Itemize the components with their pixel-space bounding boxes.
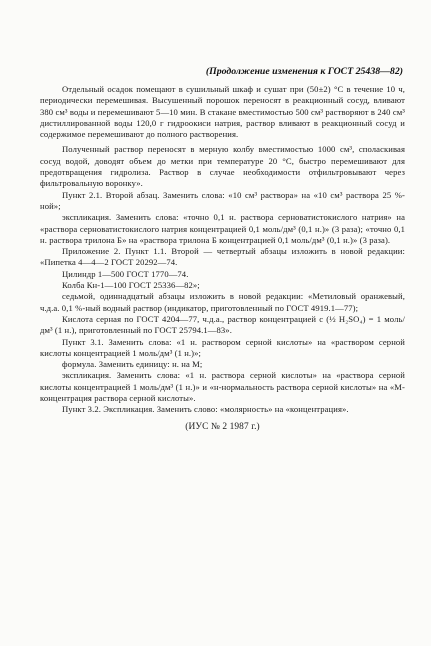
paragraph-13: Пункт 3.2. Экспликация. Заменить слово: «молярность» на «концентрация». (62, 404, 349, 415)
paragraph-6: Цилиндр 1—500 ГОСТ 1770—74. (62, 268, 189, 279)
paragraph-4: экспликация. Заменить слова: «точно 0,1 н. раствора серноватистокислого натрия» на «раствора серноватистокислого натрия концентрацией 0,1 моль/дм³ (0,1 н.)» (3 раза); «точно 0,1 н. раствора трилона Б» на «раствора трилона Б концентрацией 0,1 моль/дм³ (0,1 н.)» (3 раза). (40, 212, 405, 245)
paragraph-8: седьмой, одиннадцатый абзацы изложить в новой редакции: «Метиловый оранжевый, ч.д.а. 0,1 %-ный водный раствор (индикатор, приготовленный по ГОСТ 4919.1—77); (40, 291, 405, 313)
paragraph-12: экспликация. Заменить слова: «1 н. раствора серной кислоты» на «раствора серной кислоты концентрацией 1 моль/дм³ (1 н.)» и «н-нормальность раствора серной кислоты» на «М-концентрация раствора серной кислоты». (40, 370, 405, 404)
paragraph-11: формула. Заменить единицу: н. на М; (62, 359, 203, 370)
paragraph-7: Колба Кн-1—100 ГОСТ 25336—82»; (62, 280, 200, 291)
paragraph-1: Отдельный осадок помещают в сушильный шкаф и сушат при (50±2) °С в течение 10 ч, периодически перемешивая. Высушенный порошок переносят в реакционный сосуд, вливают 380 см³ воды и перемешивают 5—10 мин. В стакане вместимостью 500 см³ растворяют в 240 см³ дистиллированной воды 120,0 г гидроокиси натрия, раствор вливают в реакционный сосуд и содержимое перемешивают до полного растворения. (40, 84, 405, 140)
document-body (40, 84, 405, 433)
paragraph-9: Кислота серная по ГОСТ 4204—77, ч.д.а., раствор концентрацией c (½ H₂SO₄) = 1 моль/дм³ (1 н.), приготовленный по ГОСТ 25794.1—83». (40, 313, 405, 336)
document-footer: (ИУС № 2 1987 г.) (185, 421, 260, 432)
paragraph-5: Приложение 2. Пункт 1.1. Второй — четвертый абзацы изложить в новой редакции: «Пипетка 4—4—2 ГОСТ 20292—74. (40, 246, 405, 268)
paragraph-2: Полученный раствор переносят в мерную колбу вместимостью 1000 см³, споласкивая сосуд водой, доводят объем до метки при температуре 20 °С, быстро перемешивают для предотвращения гидролиза. Раствор в случае необходимости отфильтровывают через фильтровальную воронку». (40, 144, 405, 189)
paragraph-10: Пункт 3.1. Заменить слова: «1 н. раствором серной кислоты» на «раствором серной кислоты концентрацией 1 моль/дм³ (1 н.)»; (40, 336, 405, 358)
paragraph-3: Пункт 2.1. Второй абзац. Заменить слова: «10 см³ раствора» на «10 см³ раствора 25 %-ной»; (40, 189, 405, 211)
document-header: (Продолжение изменения к ГОСТ 25438—82) (205, 66, 403, 77)
